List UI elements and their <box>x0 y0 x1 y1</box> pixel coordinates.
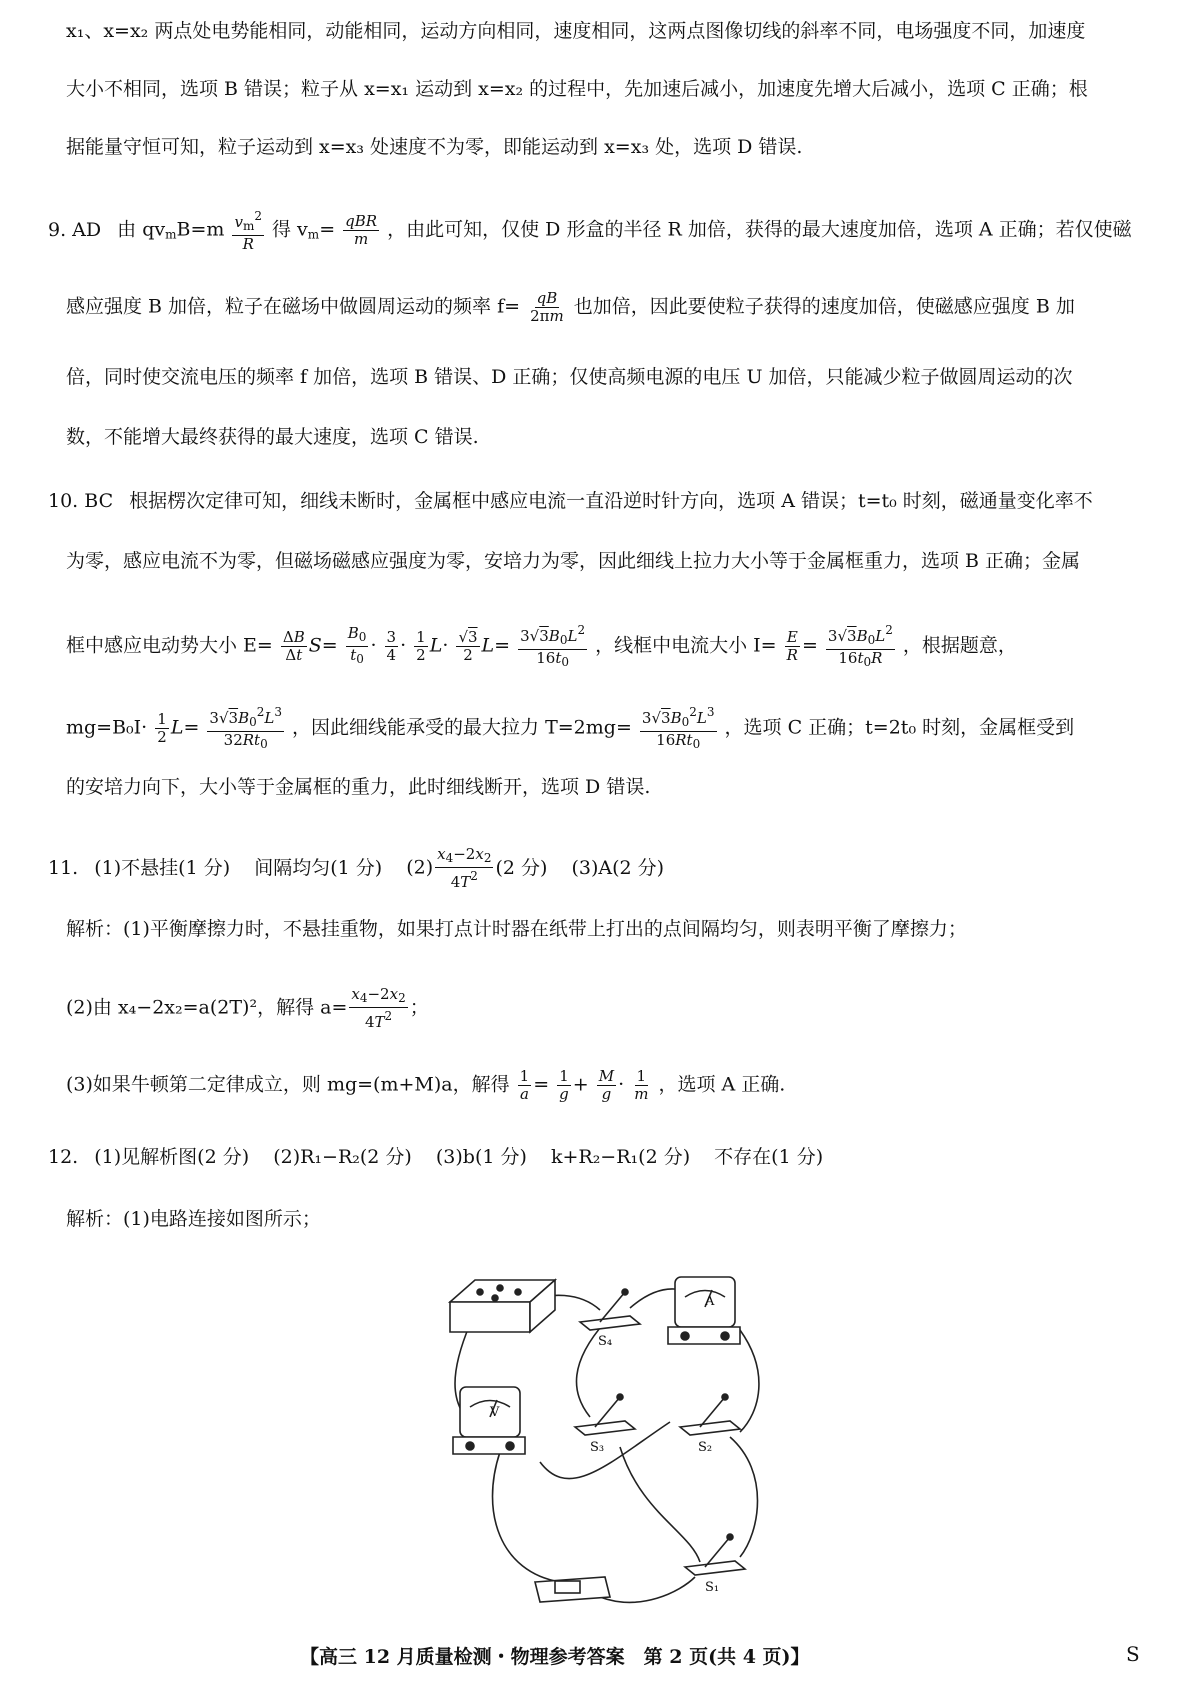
page-footer: 【高三 12 月质量检测・物理参考答案 第 2 页(共 4 页)】 <box>300 1646 810 1668</box>
formula-qb-over-2pim: $\frac{qB}{2\pi m}$ <box>530 289 564 325</box>
q10-line-1 <box>48 488 1093 514</box>
q12-answer-2: (2)R₁−R₂(2 分) <box>273 1146 412 1168</box>
q10-line1-text: 根据楞次定律可知，细线未断时，金属框中感应电流一直沿逆时针方向，选项 A 错误；t=t₀ 时刻，磁通量变化率不 <box>129 490 1093 512</box>
q9-line-2 <box>66 290 1075 325</box>
q12-answer-3: (3)b(1 分) <box>435 1146 527 1168</box>
q9-line-1: 9. AD 由 $qv_mB=m$ $\frac{v_m^2}{R}$ 得 $v_m=$ $\frac{\text{qBR}}{m}$ ，由此可知，仅使 D 形盒的半径 R 加倍，获得的最大速度加倍，选项 A 正确；若仅使磁 <box>48 209 1132 253</box>
formula-e-over-r: $\frac{E}{R}$ <box>786 628 798 664</box>
q12-explain-1: 解析：(1)电路连接如图所示； <box>66 1208 321 1230</box>
q9-line-4: 数，不能增大最终获得的最大速度，选项 C 错误. <box>66 426 479 448</box>
q9-number: 9. AD <box>48 218 102 241</box>
formula-1-over-a: $\frac{1}{a}$ <box>519 1067 530 1103</box>
formula-1-over-m: $\frac{1}{m}$ <box>634 1067 649 1103</box>
formula-three-quarter: $\frac{3}{4}$ <box>386 628 397 664</box>
q9-line2-a: 感应强度 B 加倍，粒子在磁场中做圆周运动的频率 f= <box>66 295 521 318</box>
q10-line3-b: ，线框中电流大小 I= <box>595 634 777 657</box>
q10-line4-b: ，因此细线能承受的最大拉力 T=2mg= <box>292 716 632 739</box>
switch-s2-label: S₂ <box>698 1440 713 1455</box>
resistance-box <box>535 1577 610 1602</box>
formula-mg-result: $\frac{3√3B_0^2L^3}{32Rt_0}$ <box>209 705 282 751</box>
q11-answer-4: (3)A(2 分) <box>571 856 665 879</box>
q11-explain-3a: (3)如果牛顿第二定律成立，则 mg=(m+M)a，解得 <box>66 1073 510 1096</box>
q11-answer-3-post: (2 分) <box>495 856 548 879</box>
q11-explain-3: (3)如果牛顿第二定律成立，则 mg=(m+M)a，解得 $\frac{1}{a}$ = $\frac{1}{g}$ + $\frac{M}{g}$ · $\frac{1}{m}$ ，选项 A 正确. <box>66 1067 786 1103</box>
q8-line-1: x₁、x=x₂ 两点处电势能相同，动能相同，运动方向相同，速度相同，这两点图像切线的斜率不同，电场强度不同，加速度 <box>66 20 1086 42</box>
formula-accel-2: $\frac{x_4-2x_2}{4T^2}$ <box>351 985 406 1031</box>
switch-s4-label: S₄ <box>598 1334 613 1349</box>
circuit-svg <box>440 1272 820 1624</box>
q10-line-5: 的安培力向下，大小等于金属框的重力，此时细线断开，选项 D 错误. <box>66 776 651 798</box>
formula-qbr-over-m: $\frac{\text{qBR}}{m}$ <box>345 212 378 248</box>
formula-vm2-over-r: $\frac{v_m^2}{R}$ <box>234 209 262 253</box>
q11-explain-3b: ，选项 A 正确. <box>658 1073 786 1096</box>
formula-half: $\frac{1}{2}$ <box>416 628 426 664</box>
q11-number: 11. <box>48 856 79 879</box>
formula-tension-result: $\frac{3√3B_0^2L^3}{16Rt_0}$ <box>641 705 715 751</box>
q10-number: 10. BC <box>48 490 114 512</box>
q8-line-3: 据能量守恒可知，粒子运动到 x=x₃ 处速度不为零，即能运动到 x=x₃ 处，选项 D 错误. <box>66 136 803 158</box>
q12-number: 12. <box>48 1146 79 1168</box>
paper-code: S <box>1126 1642 1140 1666</box>
q11-answer-3-pre: (2) <box>406 856 434 879</box>
q11-explain-2a: (2)由 x₄−2x₂=a(2T)²，解得 a= <box>66 996 348 1019</box>
q12-answer-4: k+R₂−R₁(2 分) <box>550 1146 691 1168</box>
switch-s3 <box>575 1394 635 1435</box>
q9-line2-b: 也加倍，因此要使粒子获得的速度加倍，使磁感应强度 B 加 <box>573 295 1075 318</box>
q10-line-4: mg=B₀I· $\frac{1}{2}$ L= $\frac{3√3B_0^2L^3}{32Rt_0}$ ，因此细线能承受的最大拉力 T=2mg= $\frac{3√3B_0^2L^3}{16Rt_0}$ ，选项 C 正确；t=2t₀ 时刻，金属框受到 <box>66 705 1075 751</box>
formula-accel: $\frac{x_4-2x_2}{4T^2}$ <box>437 845 492 891</box>
q10-line4-a: mg=B₀I· <box>66 716 148 739</box>
q11-explain-1: 解析：(1)平衡摩擦力时，不悬挂重物，如果打点计时器在纸带上打出的点间隔均匀，则表明平衡了摩擦力； <box>66 918 967 940</box>
q12-answer-1: (1)见解析图(2 分) <box>94 1146 250 1168</box>
q10-line3-c: ，根据题意， <box>902 634 1017 657</box>
q10-line4-c: ，选项 C 正确；t=2t₀ 时刻，金属框受到 <box>724 716 1075 739</box>
formula-db-dt: $\frac{\Delta B}{\Delta t}$ <box>282 628 305 664</box>
q9-text-d: = <box>319 218 336 241</box>
q11-answer-2: 间隔均匀(1 分) <box>254 856 383 879</box>
q12-answers <box>48 1144 841 1170</box>
power-supply <box>450 1280 555 1332</box>
q10-line-3: 框中感应电动势大小 E= $\frac{\Delta B}{\Delta t}$ S= $\frac{B_0}{t_0}$ · $\frac{3}{4}$ · $\frac{1}{2}$ L· $\frac{√3}{2}$ L= $\frac{3√3B_0L^2}{16t_0}$ ，线框中电流大小 I= $\frac{E}{R}$ = $\frac{3√3B_0L^2}{16t_0R}$ ，根据题意， <box>66 623 1017 669</box>
switch-s1-label: S₁ <box>705 1580 720 1595</box>
q11-answer-1: (1)不悬挂(1 分) <box>94 856 231 879</box>
switch-s3-label: S₃ <box>590 1440 605 1455</box>
q9-text-b: B=m <box>176 218 225 241</box>
q12-answer-5: 不存在(1 分) <box>714 1146 824 1168</box>
circuit-diagram <box>440 1272 820 1624</box>
q10-line3-a: 框中感应电动势大小 E= <box>66 634 273 657</box>
switch-s1 <box>685 1534 745 1575</box>
formula-current-result: $\frac{3√3B_0L^2}{16t_0R}$ <box>827 623 893 669</box>
formula-b0-t0: $\frac{B_0}{t_0}$ <box>347 624 367 666</box>
q8-line-2: 大小不相同，选项 B 错误；粒子从 x=x₁ 运动到 x=x₂ 的过程中，先加速后减小，加速度先增大后减小，选项 C 正确；根 <box>66 78 1088 100</box>
q9-text-c: 得 v <box>272 218 308 241</box>
formula-root3-half: $\frac{√3}{2}$ <box>458 628 478 664</box>
q11-answers <box>48 846 682 891</box>
wire-ammeter-s2 <box>740 1330 759 1432</box>
formula-half-2: $\frac{1}{2}$ <box>157 710 167 746</box>
q9-text-e: ，由此可知，仅使 D 形盒的半径 R 加倍，获得的最大速度加倍，选项 A 正确；若仅使磁 <box>387 218 1132 241</box>
ammeter <box>668 1277 740 1344</box>
ammeter-label: A <box>705 1294 715 1309</box>
formula-1-over-g: $\frac{1}{g}$ <box>559 1067 569 1103</box>
switch-s4 <box>580 1289 640 1330</box>
q9-text-a: 由 qv <box>117 218 166 241</box>
formula-m-over-g: $\frac{M}{g}$ <box>598 1067 615 1103</box>
switch-s2 <box>680 1394 740 1435</box>
voltmeter-label: V <box>490 1405 500 1420</box>
wire-s3-s1 <box>620 1447 700 1562</box>
q11-explain-2b: ； <box>409 996 429 1019</box>
q9-line-3: 倍，同时使交流电压的频率 f 加倍，选项 B 错误、D 正确；仅使高频电源的电压 U 加倍，只能减少粒子做圆周运动的次 <box>66 366 1073 388</box>
formula-emf-result: $\frac{3√3B_0L^2}{16t_0}$ <box>520 623 586 669</box>
q10-line-2: 为零，感应电流不为零，但磁场磁感应强度为零，安培力为零，因此细线上拉力大小等于金属框重力，选项 B 正确；金属 <box>66 550 1081 572</box>
wire-resistor-s1 <box>600 1577 695 1602</box>
wire-s2-s1 <box>730 1437 758 1557</box>
voltmeter <box>453 1387 525 1454</box>
q11-explain-2 <box>66 986 429 1031</box>
